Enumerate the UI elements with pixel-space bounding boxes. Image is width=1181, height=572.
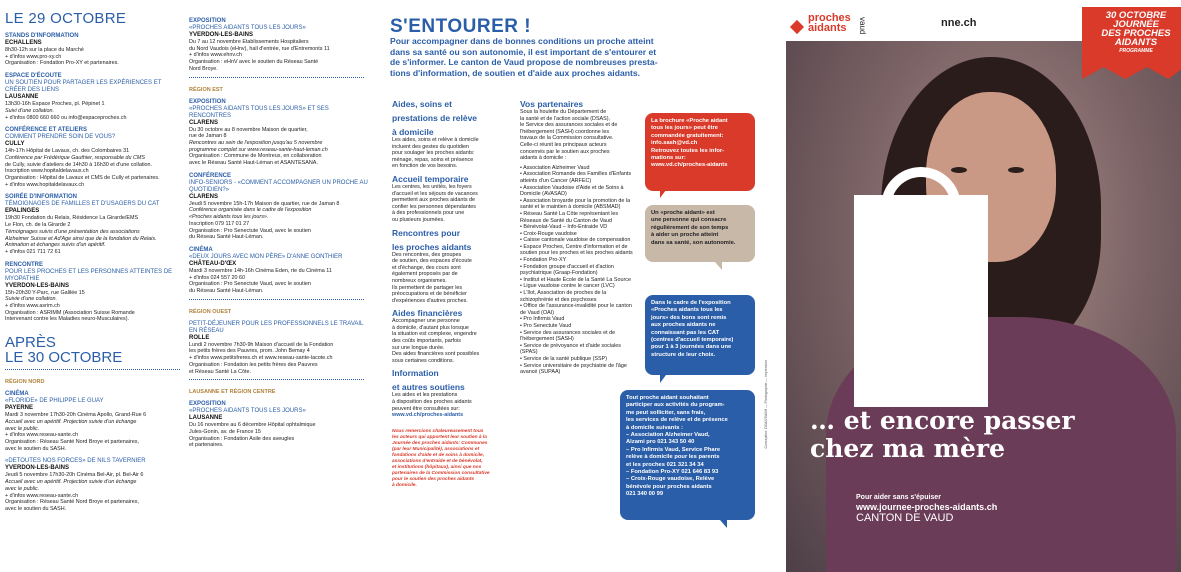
bubble-line: Dans le cadre de l'exposition: [651, 300, 731, 306]
definition-bubble: [645, 205, 755, 262]
bubble-line: – Croix-Rouge vaudoise, Relève: [626, 476, 715, 483]
event-detail: Suivie d'une collation.: [5, 296, 57, 303]
service-text: à des professionnels pour une: [392, 210, 465, 217]
partner-item: • Fondation Pro-XY: [520, 257, 638, 264]
partner-item: • Association Vaudoise d'Aide et de Soins à Domicile (AVASAD): [520, 185, 638, 198]
thanks-line: et institutions (hôpitaux), ainsi que nos: [392, 464, 482, 470]
partner-item: • Service des assurances sociales et de l'hébergement (SASH): [520, 330, 638, 343]
event-detail: «Proches aidants tous les jours».: [189, 214, 269, 221]
event-category: ESPACE D'ÉCOUTE: [5, 73, 62, 80]
bubble-line: bénévole pour proches aidants: [626, 483, 712, 490]
logo-line1: proches: [808, 12, 851, 24]
service-heading: Information: [392, 368, 439, 379]
bubble-line: connaissant pas les CAT: [651, 329, 720, 336]
service-text: Les aides et les prestations: [392, 392, 458, 399]
event-detail: Le Flon, ch. de la Girarde 2: [5, 222, 71, 229]
service-text: des coûts importants, parfois: [392, 338, 461, 345]
service-text: Les aides, soins et relève à domicile: [392, 137, 479, 143]
event-location: LAUSANNE: [189, 415, 223, 422]
event-detail: Jeudi 5 novembre 15h-17h Maison de quartier, rue de Jaman 8: [189, 200, 340, 207]
event-title: «DEUX JOURS AVEC MON PÈRE» D'ANNE GONTHIER: [189, 253, 343, 260]
event-detail: + d'infos www.reseau-sante.ch: [5, 492, 79, 499]
event-location: ROLLE: [189, 334, 210, 341]
events-region-nord: [5, 391, 176, 512]
service-link[interactable]: www.vd.ch/proches-aidants: [392, 412, 464, 419]
event-title: POUR LES PROCHES ET LES PERSONNES ATTEINTES DE MYOPATHIE: [5, 268, 173, 282]
service-text: permettent aux proches aidants de: [392, 197, 476, 204]
partners-intro-line: travaux de la Commission consultative.: [520, 135, 614, 142]
event-item: [189, 401, 368, 449]
event-title: INFO-SENIORS - «COMMENT ACCOMPAGNER UN PROCHE AU QUOTIDIEN?»: [189, 179, 368, 193]
region-nord: RÉGION NORD: [5, 379, 45, 386]
thanks-line: (par leur Municipalité), associations et: [392, 446, 480, 452]
intro-line: de s'informer. Le canton de Vaud propose de nombreuses presta-: [390, 57, 658, 67]
event-detail: avec le public.: [5, 425, 40, 432]
event-item: [189, 321, 368, 376]
bubble-line: mations sur:: [651, 155, 686, 162]
events-oct29: [5, 33, 176, 323]
event-detail: avec le public.: [5, 485, 40, 492]
service-text: Les centres, les unités, les foyers: [392, 183, 472, 190]
event-detail: Jeudi 5 novembre 17h30-20h Cinéma Bel-Air, pl. Bel-Air 6: [5, 472, 144, 479]
event-detail: + d'infos 024 557 20 60: [189, 274, 246, 281]
service-heading: et autres soutiens: [392, 382, 465, 393]
event-detail: de Cully, suivie d'ateliers de 14h30 à 16h30 et d'une collation.: [5, 161, 153, 168]
bubble-tail: [660, 190, 666, 198]
event-detail: les petits frères des Pauvres, prom. John Bemay 4: [189, 348, 310, 355]
thanks-line: Nous remercions chaleureusement tous: [392, 428, 484, 434]
bubble-line: participer aux activités du program-: [626, 402, 725, 409]
event-detail: Suivi d'une collation.: [5, 107, 54, 114]
partner-item: • Bénévolat-Vaud – Info-Entraide VD: [520, 224, 638, 231]
event-detail: Organisation : Fondation Asile des aveugles: [189, 435, 295, 442]
partner-item: • Institut et Haute École de la Santé La Source: [520, 277, 638, 284]
event-detail: 13h30-16h Espace Proches, pl. Pépinet 1: [5, 101, 105, 108]
region-centre: LAUSANNE ET RÉGION CENTRE: [189, 389, 276, 396]
divider: [189, 299, 364, 300]
service-heading: prestations de relève: [392, 113, 478, 123]
event-location: EPALINGES: [5, 208, 40, 215]
bubble-line: info.sash@vd.ch: [651, 140, 698, 147]
event-item: [189, 18, 368, 73]
event-location: CLARENS: [189, 119, 219, 126]
event-detail: Lundi 2 novembre 7h30-9h Maison d'accueil de la Fondation: [189, 341, 334, 348]
event-detail: Organisation : Fondation les petits frères des Pauvres: [189, 361, 318, 368]
service-text: également proposés par de: [392, 271, 458, 278]
photo-eye: [951, 167, 967, 173]
event-item: [5, 458, 176, 512]
region-ouest: RÉGION OUEST: [189, 308, 232, 315]
event-item: [189, 247, 368, 295]
burst-line: DES PROCHES: [1101, 28, 1171, 39]
partner-item: • Association broyarde pour la promotion de la santé et le maintien à domicile (ABSMAD): [520, 198, 638, 211]
event-detail: 14h-17h Hôpital de Lavaux, ch. des Colombaires 31: [5, 148, 130, 155]
partner-logo: nne.ch: [941, 17, 977, 29]
thanks-line: à domicile.: [392, 482, 417, 488]
event-detail: + d'infos www.hopitaldelavaux.ch: [5, 181, 85, 188]
bubble-line: – Pro Infirmis Vaud, Service Phare: [626, 446, 721, 453]
heading-after: [5, 335, 176, 365]
event-detail: + d'infos www.pro-xy.ch: [5, 53, 62, 60]
burst-line: JOURNÉE: [1113, 19, 1159, 30]
bubble-line: aux proches aidants ne: [651, 322, 716, 329]
event-detail: Organisation : Hôpital de Lavaux et CMS de Cully et partenaires.: [5, 175, 160, 182]
partner-item: • Espace Proches, Centre d'information et de soutien pour les proches et les proches aidants: [520, 244, 638, 257]
service-text: de soutien, des espaces d'écoute: [392, 258, 472, 265]
service-text: ou plusieurs journées.: [392, 216, 445, 223]
event-detail: du Réseau Santé Haut-Léman.: [189, 234, 264, 241]
service-section: [392, 175, 507, 224]
bubble-line: structure de leur choix.: [651, 351, 716, 358]
bubble-line: une personne qui consacre: [651, 217, 727, 224]
partner-item: • Réseau Santé La Côte représentant les Réseaux de Santé du Canton de Vaud: [520, 211, 638, 224]
service-heading: Aides financières: [392, 308, 463, 319]
service-text: en fonction de vos besoins.: [392, 163, 458, 170]
service-text: et d'échange, des cours sont: [392, 264, 461, 271]
divider: [189, 379, 364, 380]
bubble-line: me peut solliciter, sans frais,: [626, 409, 706, 416]
partners-intro-line: concernés par le soutien aux proches: [520, 148, 610, 155]
event-item: [5, 73, 176, 121]
event-detail: 19h30 Fondation du Relais, Résidence La Girarde/EMS: [5, 215, 139, 222]
panel-program-oct29: [0, 0, 180, 572]
brochure-bubble: [645, 113, 755, 191]
partners-intro-line: Celle-ci réunit les principaux acteurs: [520, 141, 607, 148]
event-detail: + d'infos www.reseau-sante.ch: [5, 432, 79, 439]
event-detail: Nord Broye.: [189, 65, 218, 72]
cover-slogan: [810, 407, 1075, 463]
event-category: CONFÉRENCE: [189, 172, 232, 179]
bubble-line: commandée gratuitement:: [651, 132, 724, 139]
service-heading: Aides, soins et: [392, 99, 452, 109]
event-category: CONFÉRENCE ET ATELIERS: [5, 127, 88, 134]
event-detail: 15h-20h30 Y-Parc, rue Galilée 15: [5, 289, 85, 296]
heading-after-line1: APRÈS: [5, 334, 56, 352]
thanks-line: les acteurs qui apportent leur soutien à la: [392, 434, 487, 440]
partner-item: • Pro Senectute Vaud: [520, 323, 638, 330]
bubble-line: et les proches 021 321 34 34: [626, 461, 704, 468]
partner-item: • Croix-Rouge vaudoise: [520, 231, 638, 238]
event-category: STANDS D'INFORMATION: [5, 33, 79, 39]
event-title: UN SOUTIEN POUR PARTAGER LES EXPÉRIENCES ET CRÉER DES LIENS: [5, 80, 162, 94]
sentourer-heading: S'ENTOURER !: [390, 16, 532, 37]
service-text: à disposition des proches aidants: [392, 399, 472, 406]
event-detail: Du 7 au 12 novembre Établissements Hospitaliers: [189, 39, 309, 45]
bubble-line: – Association Alzheimer Vaud,: [626, 432, 710, 439]
bubble-line: Un «proche aidant» est: [651, 210, 715, 216]
event-detail: Organisation : Fondation Pro-XY et partenaires.: [5, 60, 119, 67]
event-title: «PROCHES AIDANTS TOUS LES JOURS» ET SES RENCONTRES: [189, 105, 329, 119]
proches-aidants-logo-icon: [790, 20, 804, 34]
event-detail: Organisation : eHnV avec le soutien du Réseau Santé: [189, 59, 319, 66]
intro-line: tions d'information, de soutien et d'aide aux proches aidants.: [390, 67, 640, 78]
bubble-line: «Proches aidants tous les: [651, 307, 723, 314]
partners-column: [520, 95, 645, 376]
event-title: «PROCHES AIDANTS TOUS LES JOURS»: [189, 25, 306, 31]
event-detail: + d'infos www.petitsfreres.ch et www.reseau-sante-lacote.ch: [189, 355, 333, 362]
event-location: CULLY: [5, 141, 25, 148]
service-section: [392, 309, 507, 364]
thanks-line: partenaires de la Commission consultative: [392, 470, 490, 476]
panel-sentourer: [375, 0, 768, 572]
date-burst-text: [1088, 11, 1181, 56]
event-detail: + d'infos 021 711 72 61: [5, 248, 61, 255]
service-text: peuvent être consultées sur:: [392, 405, 460, 412]
partners-intro-line: Sous la houlette du Département de: [520, 109, 607, 115]
event-detail: du Nord Vaudois (eHnv), hall d'entrée, rue d'Entremonts 11: [189, 45, 330, 52]
event-title: TÉMOIGNAGES DE FAMILLES ET D'USAGERS DU CAT: [5, 201, 160, 208]
event-detail: programme complet sur www.reseau-sante-haut-leman.ch: [189, 146, 328, 153]
event-item: [189, 173, 368, 241]
event-category: RENCONTRE: [5, 261, 44, 268]
bubble-line: (centres d'accueil temporaire): [651, 337, 734, 344]
service-text: ménage, repas, soins et présence: [392, 156, 474, 163]
event-item: [5, 262, 176, 324]
event-item: [5, 194, 176, 255]
service-text: incluent des gestes du quotidien: [392, 143, 470, 150]
event-category: EXPOSITION: [189, 18, 226, 24]
event-detail: Accueil avec un apéritif. Projection suivie d'un échange: [5, 479, 137, 486]
heading-oct29: LE 29 OCTOBRE: [5, 10, 127, 27]
event-title: PETIT-DÉJEUNER POUR LES PROFESSIONNELS LE TRAVAIL EN RÉSEAU: [189, 320, 364, 334]
thanks-line: pour le soutien des proches aidants: [392, 476, 475, 482]
panel-program-regions: [188, 0, 370, 572]
event-detail: + d'infos www.ehnv.ch: [189, 52, 242, 59]
event-category: EXPOSITION: [189, 98, 226, 105]
heading-after-line2: LE 30 OCTOBRE: [5, 349, 123, 367]
event-detail: + d'infos 0800 660 660 ou info@espaceproches.ch: [5, 114, 127, 121]
event-detail: Du 30 octobre au 8 novembre Maison de quartier,: [189, 126, 308, 133]
divider: [5, 369, 180, 370]
event-category: CINÉMA: [189, 246, 213, 253]
event-detail: Organisation : Pro Senectute Vaud, avec le soutien: [189, 281, 311, 288]
bubble-line: Alzami pro 021 343 50 40: [626, 439, 695, 446]
service-heading: à domicile: [392, 127, 434, 137]
event-category: EXPOSITION: [189, 401, 226, 408]
slogan-line1: … et encore passer: [810, 406, 1075, 435]
event-detail: Organisation : Réseau Santé Nord Broye et partenaires,: [5, 438, 139, 445]
region-est: RÉGION EST: [189, 86, 223, 93]
burst-line: AIDANTS: [1114, 37, 1158, 48]
event-location: YVERDON-LES-BAINS: [189, 32, 254, 38]
service-heading: les proches aidants: [392, 241, 472, 252]
event-detail: Du 16 novembre au 6 décembre Hôpital ophtalmique: [189, 422, 316, 429]
partner-item: • Caisse cantonale vaudoise de compensation: [520, 237, 638, 244]
event-location: PAYERNE: [5, 405, 34, 412]
service-section: [392, 369, 507, 418]
partner-item: • Fondation groupe d'accueil et d'action psychiatrique (Graap-Fondation): [520, 264, 638, 277]
partners-title: Vos partenaires: [520, 99, 584, 109]
bubble-line: La brochure «Proche aidant: [651, 118, 728, 124]
bubble-line: dans sa santé, son autonomie.: [651, 239, 736, 246]
shopping-bag-icon: [854, 195, 988, 407]
partner-item: • Association Alzheimer Vaud: [520, 165, 638, 172]
event-detail: du Réseau Santé Haut-Léman.: [189, 288, 264, 295]
bubble-line: à aider un proche atteint: [651, 232, 719, 239]
partners-list: [520, 165, 645, 376]
bubble-tail: [660, 375, 666, 383]
vouchers-bubble: [645, 295, 755, 375]
event-detail: Inscription www.hopitaldelavaux.ch: [5, 168, 89, 175]
burst-subtitle: PROGRAMME: [1119, 48, 1153, 54]
cover-url[interactable]: www.journee-proches-aidants.ch: [856, 502, 998, 512]
thanks-line: fondations d'aide et de soins à domicile,: [392, 452, 485, 458]
event-detail: Intervenant contre les Maladies neuro-Musculaires).: [5, 316, 130, 323]
service-text: Accompagner une personne: [392, 318, 460, 325]
bubble-line: à domicile suivants :: [626, 424, 684, 431]
event-item: [5, 33, 176, 67]
service-text: nombreux organismes.: [392, 277, 447, 284]
service-text: Des rencontres, des groupes: [392, 251, 462, 258]
event-detail: rue de Jaman 8: [189, 133, 227, 140]
event-detail: et Réseau Santé La Côte.: [189, 368, 252, 375]
service-heading: Rencontres pour: [392, 227, 461, 238]
bubble-line: pour 1 à 3 journées dans une: [651, 344, 732, 351]
bubble-line: tous les jours» peut être: [651, 125, 719, 132]
partners-intro: [520, 109, 645, 162]
bubble-line: jours» des bons sont remis: [651, 314, 727, 321]
bubble-line: Tout proche aidant souhaitant: [626, 395, 709, 401]
event-detail: Organisation : Commune de Montreux, en collaboration: [189, 153, 322, 160]
thanks-note: [392, 429, 507, 489]
service-text: sous certaines conditions.: [392, 357, 455, 364]
event-detail: Conférence par Frédérique Gauthier, responsable du CMS: [5, 154, 145, 161]
event-detail: Rencontres au sein de l'exposition jusqu'au 5 novembre: [189, 139, 323, 146]
partners-intro-line: l'hébergement (SASH) coordonne les: [520, 128, 610, 135]
bubble-line: les services de relève et de présence: [626, 417, 728, 424]
cover-canton: CANTON DE VAUD: [856, 512, 954, 524]
partners-intro-line: le Service des assurances sociales et de: [520, 122, 618, 129]
service-text: Ils permettent de partager les: [392, 284, 463, 291]
sentourer-intro: [390, 36, 660, 78]
service-heading: Accueil temporaire: [392, 173, 469, 184]
event-title: «PROCHES AIDANTS TOUS LES JOURS»: [189, 408, 306, 415]
event-detail: Conférence organisée dans le cadre de l'exposition: [189, 207, 312, 214]
divider: [189, 77, 364, 78]
event-detail: Témoignages suivis d'une présentation des associations: [5, 228, 140, 235]
event-detail: 8h30-12h sur la place du Marché: [5, 47, 84, 53]
event-location: CLARENS: [189, 193, 219, 200]
partner-item: • Association Romande des Familles d'Enfants atteints d'un Cancer (ARFEC): [520, 171, 638, 184]
event-location: ECHALLENS: [5, 40, 42, 46]
cover-panel: [786, 7, 1181, 572]
event-location: CHÂTEAU-D'ŒX: [189, 260, 237, 267]
service-text: confier les personnes dépendantes: [392, 203, 476, 210]
event-detail: Organisation : ASRIMM (Association Suisse Romande: [5, 309, 135, 316]
event-title: COMMENT PRENDRE SOIN DE VOUS?: [5, 134, 116, 141]
thanks-line: associations d'entraide et de bénévolat,: [392, 458, 483, 464]
intro-line: Pour accompagner dans de bonnes conditions un proche atteint: [390, 36, 654, 46]
services-column: [392, 95, 507, 489]
event-detail: avec le soutien du SASH.: [5, 445, 67, 452]
burst-line: 30 OCTOBRE: [1105, 10, 1167, 21]
event-title: «FLORIDE» DE PHILIPPE LE GUAY: [5, 398, 104, 405]
vaud-logo: vaud: [858, 17, 867, 35]
service-section: [392, 229, 507, 305]
proches-aidants-logo: [808, 13, 851, 33]
events-region-centre: [189, 401, 368, 449]
event-detail: et partenaires.: [189, 442, 224, 449]
event-item: [5, 391, 176, 452]
partner-item: • Service de la santé publique (SSP): [520, 356, 638, 363]
bubble-line: régulièrement de son temps: [651, 224, 729, 231]
event-title: «DETOUTES NOS FORCES» DE NILS TAVERNIER: [5, 458, 146, 465]
event-location: LAUSANNE: [5, 94, 39, 101]
events-region-ouest: [189, 321, 368, 376]
service-text: préoccupations et de bénéficier: [392, 291, 467, 298]
partners-intro-line: la santé et de l'action sociale (DSAS),: [520, 115, 611, 122]
logo-line2: aidants: [808, 22, 847, 34]
event-detail: avec le Réseau Santé Haut-Léman et ASANTESANA.: [189, 160, 318, 167]
event-detail: Organisation : Réseau Santé Nord Broye et partenaires,: [5, 499, 139, 506]
event-detail: avec le soutien du SASH.: [5, 505, 67, 512]
events-region-est: [189, 99, 368, 295]
service-text: sur une longue durée.: [392, 344, 445, 351]
event-detail: Accueil avec un apéritif. Projection suivie d'un échange: [5, 418, 137, 425]
bubble-line: relève à domicile pour les parents: [626, 454, 720, 461]
bubble-line: – Fondation Pro-XY 021 646 83 93: [626, 469, 719, 476]
respite-bubble: [620, 390, 755, 520]
event-detail: Organisation : Pro Senectute Vaud, avec le soutien: [189, 227, 311, 234]
event-detail: Mardi 3 novembre 17h30-20h Cinéma Apollo, Grand-Rue 6: [5, 412, 147, 419]
event-detail: Inscription 079 117 01 27: [189, 220, 250, 227]
service-section: [392, 100, 507, 170]
service-text: Des aides financières sont possibles: [392, 351, 480, 358]
bubble-tail: [720, 520, 727, 528]
event-detail: + d'infos www.asrim.ch: [5, 303, 60, 310]
partner-item: • Office de l'assurance-invalidité pour le canton de Vaud (OAI): [520, 303, 638, 316]
event-category: SOIRÉE D'INFORMATION: [5, 194, 77, 201]
event-detail: Alzheimer Suisse et Ad'Age ainsi que de la fondation du Relais.: [5, 235, 157, 242]
event-detail: Jules-Gonin, av. de France 15: [189, 428, 261, 435]
event-detail: Mardi 3 novembre 14h-16h Cinéma Eden, rte du Cinéma 11: [189, 267, 332, 274]
partner-item: • Service universitaire de psychiatrie de l'âge avancé (SUPAA): [520, 363, 638, 376]
bubble-line: Retrouvez toutes les infor-: [651, 147, 725, 154]
service-text: d'accueil et les séjours de vacances: [392, 190, 478, 197]
event-category: CINÉMA: [5, 391, 29, 398]
partners-intro-line: aidants à domicile :: [520, 155, 567, 162]
thanks-line: Journée des proches aidants: Communes: [392, 440, 488, 446]
event-location: YVERDON-LES-BAINS: [5, 465, 70, 472]
event-item: [5, 127, 176, 188]
photo-eye: [1008, 167, 1024, 173]
bubble-line: www.vd.ch/proches-aidants: [651, 162, 728, 169]
service-text: à domicile, d'autant plus lorsque: [392, 324, 469, 331]
partner-item: • Service de prévoyance et d'aide sociales (SPAS): [520, 343, 638, 356]
service-text: pour soulager les proches aidants:: [392, 150, 475, 157]
fine-print: Conception: DSAS/SASH — Photographie — Impression: [764, 360, 768, 449]
service-text: d'expériences d'autres proches.: [392, 297, 468, 304]
event-location: YVERDON-LES-BAINS: [5, 282, 70, 289]
events-region-nord-cont: [189, 18, 368, 73]
partner-item: • L'Ilot, Association de proches de la schizophrénie et des psychoses: [520, 290, 638, 303]
slogan-line2: chez ma mère: [810, 434, 1005, 463]
partner-item: • Pro Infirmis Vaud: [520, 316, 638, 323]
bubble-tail: [715, 262, 722, 270]
event-detail: Animation et échanges suivis d'un apéritif.: [5, 242, 106, 249]
bubble-line: 021 340 00 99: [626, 491, 664, 498]
event-item: [189, 99, 368, 167]
service-text: la situation est complexe, engendre: [392, 331, 477, 338]
intro-line: dans sa santé ou son autonomie, il est important de s'entourer et: [390, 46, 657, 57]
cover-tagline: Pour aider sans s'épuiser: [856, 494, 941, 501]
partner-item: • Ligue vaudoise contre le cancer (LVC): [520, 283, 638, 290]
